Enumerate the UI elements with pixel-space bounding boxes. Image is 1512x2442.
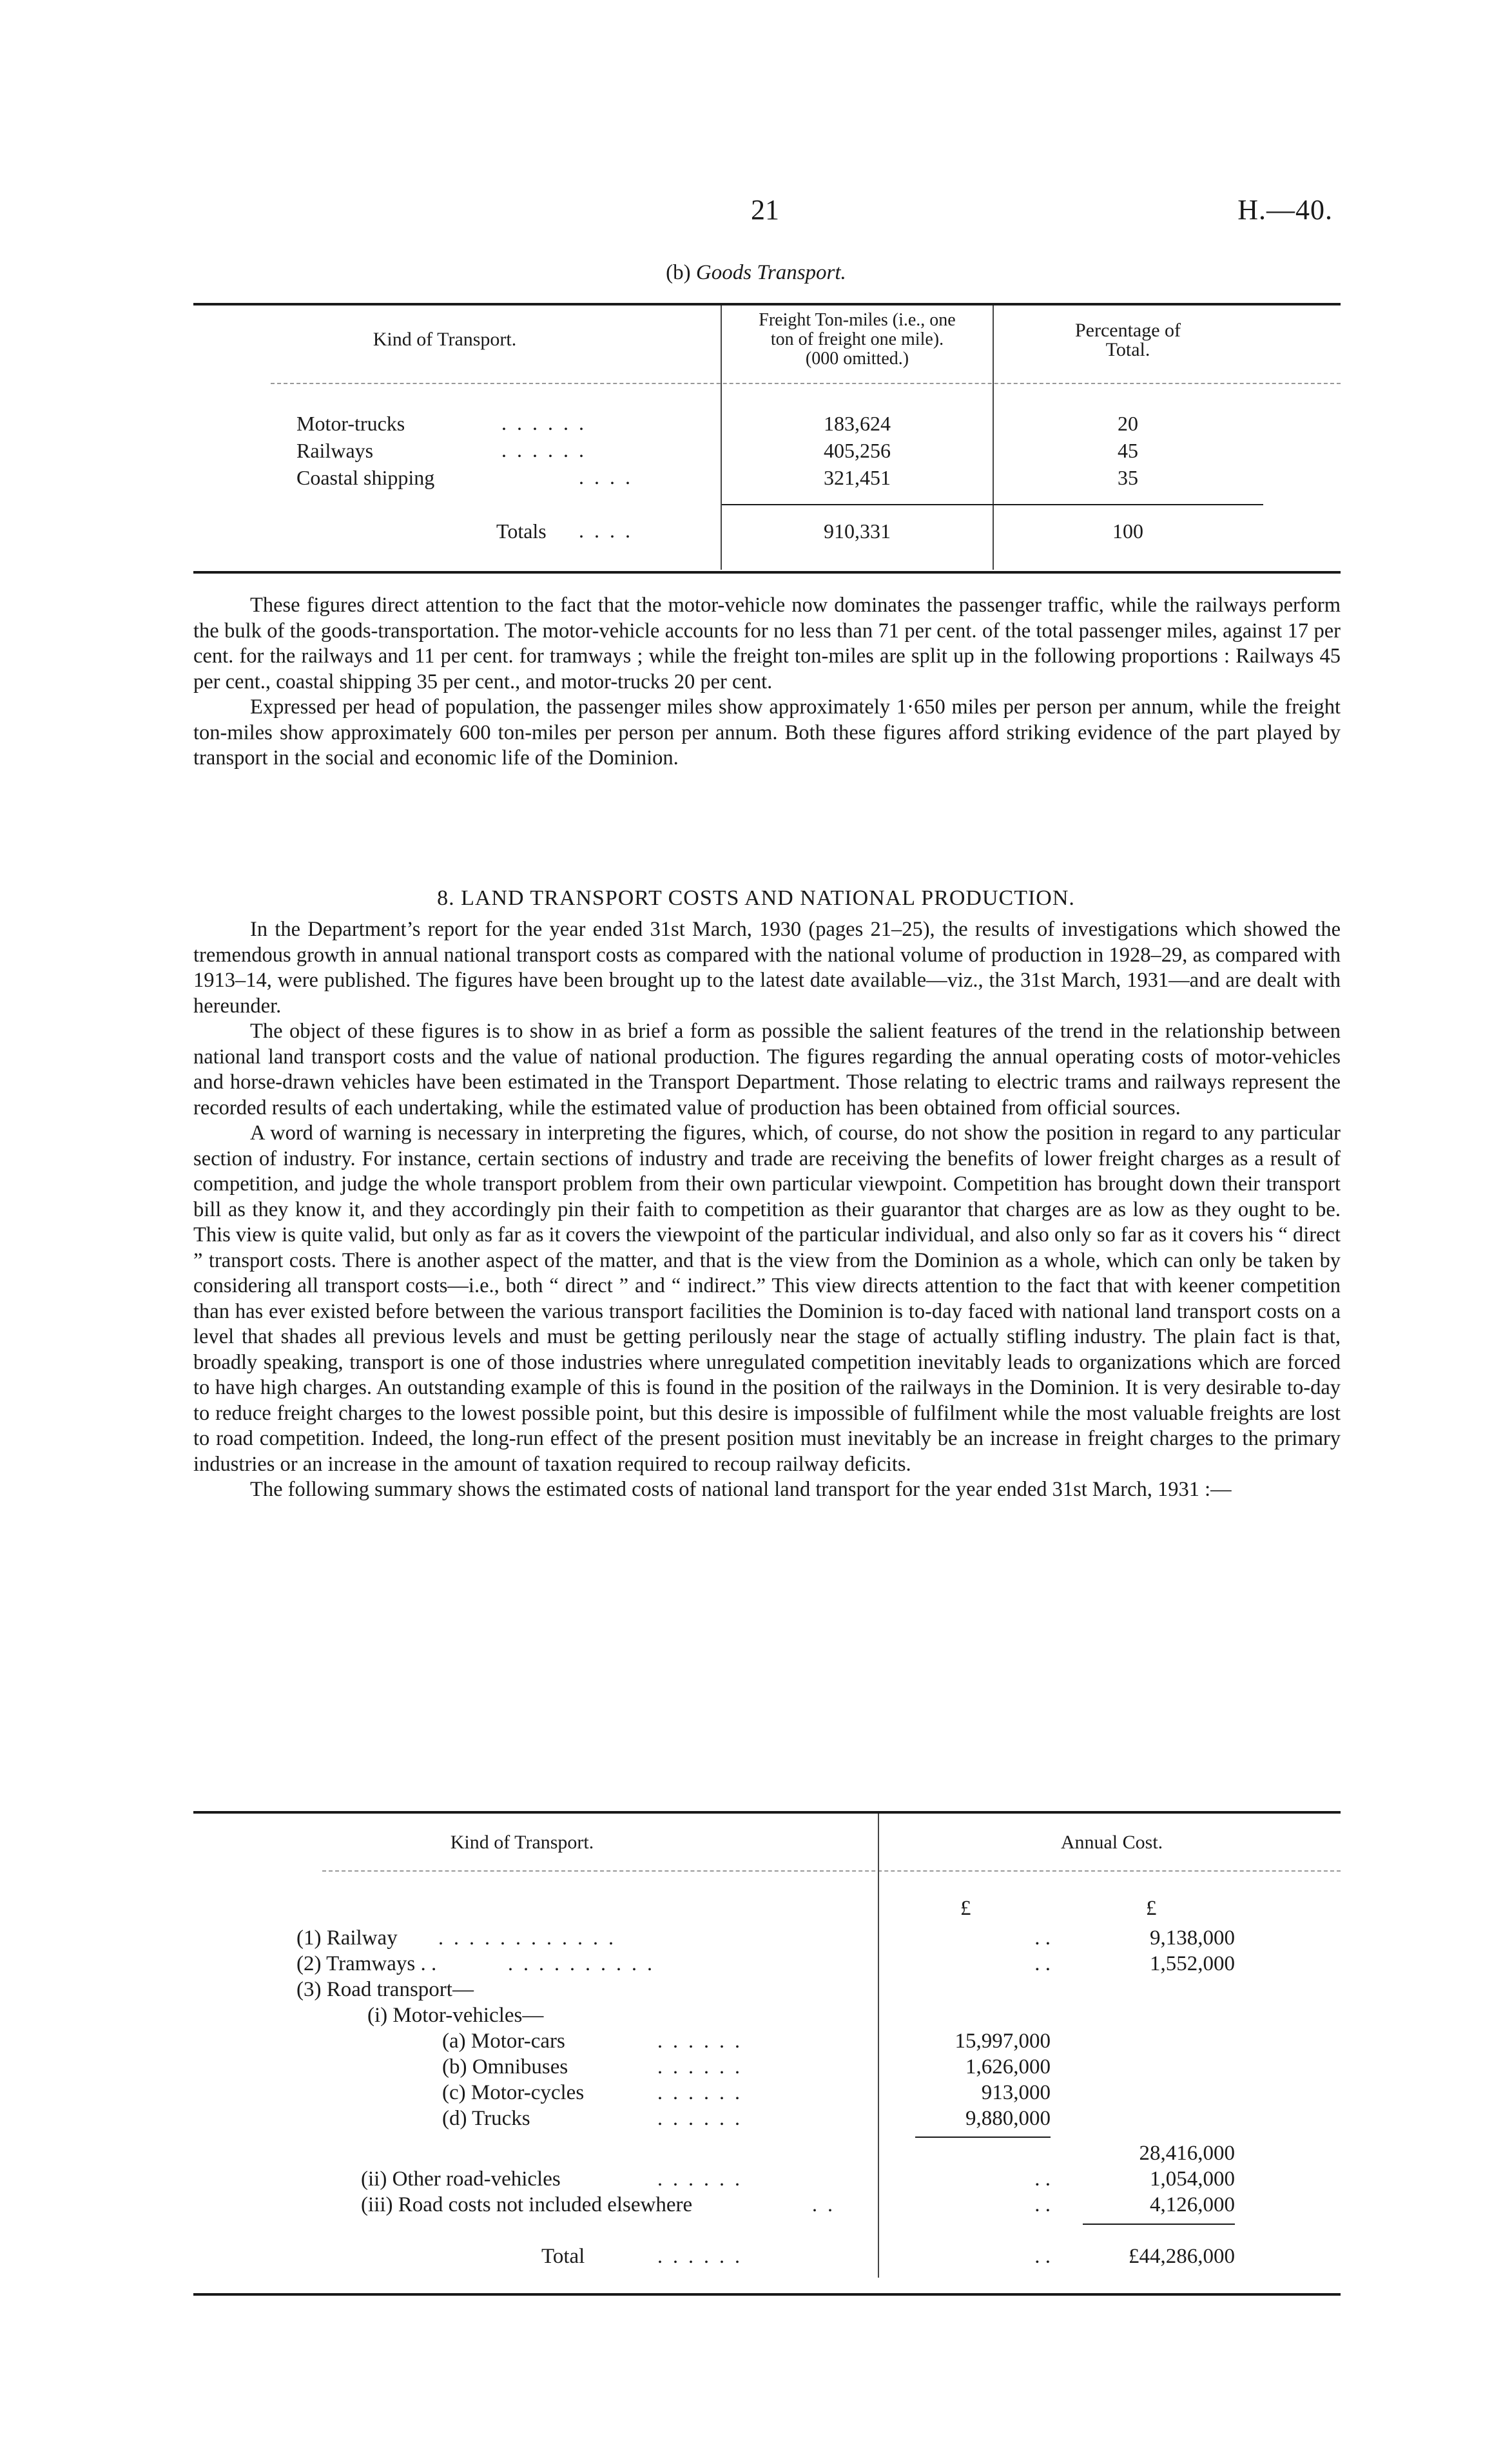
cost-row-leader: . . . . . . . . . .: [508, 1952, 655, 1975]
cost-subtotal: 913,000: [981, 2081, 1051, 2104]
cost-row-leader: . . . . . .: [657, 2167, 742, 2190]
page-number: 21: [751, 194, 779, 226]
cost-row-leader: . . . . . .: [657, 2029, 742, 2052]
paragraph: These figures direct attention to the fact that the motor-vehicle now dominates the passenger traffic, while the railways perform the bulk of the goods-transportation. The motor-vehicle accounts for no less than 71 per cent. of the total passenger miles, against 17 per cent. for the railways and 11 per cent. for tramways ; while the freight ton-miles are split up in the following proportions : Railways 45 per cent., coastal shipping 35 per cent., and motor-trucks 20 per cent.: [193, 594, 1341, 693]
cost-row-label: (1) Railway: [296, 1926, 398, 1950]
cost-row-leader: . . . . . .: [657, 2055, 742, 2078]
cost-subtotal: . .: [1034, 2167, 1051, 2191]
paragraph: In the Department’s report for the year ended 31st March, 1930 (pages 21–25), the results of investigations which showed the tremendous growth in annual national transport costs as compared with the national volume of production in 1928–29, as compared with 1913–14, were published. The figures have been brought up to the latest date available—viz., the 31st March, 1931—and are dealt with hereunder.: [193, 918, 1341, 1018]
cost-row-label: (d) Trucks: [442, 2107, 530, 2130]
col-header-freight-1: Freight Ton-miles (i.e., one: [759, 310, 956, 330]
cost-row-leader: . . . . . .: [657, 2080, 742, 2104]
cost-total: 1,054,000: [1150, 2167, 1235, 2191]
cost-row-label: (c) Motor-cycles: [442, 2081, 585, 2104]
cost-row-leader: . .: [812, 2193, 835, 2216]
currency-symbol: £: [960, 1897, 971, 1920]
cost-total-leader: . . . . . .: [657, 2244, 742, 2267]
cost-row-label: (iii) Road costs not included elsewhere: [361, 2193, 693, 2216]
goods-table-caption: [0, 261, 1512, 285]
totals-freight: 910,331: [824, 519, 891, 543]
cost-grand-total: £44,286,000: [1129, 2245, 1235, 2268]
row-leader: . . . . . .: [501, 411, 586, 434]
row-leader: . . . . . .: [501, 438, 586, 461]
row-kind: Motor-trucks: [296, 412, 405, 435]
cost-row-label: (3) Road transport—: [296, 1978, 474, 2001]
currency-symbol: £: [1146, 1897, 1157, 1920]
section-heading: 8. LAND TRANSPORT COSTS AND NATIONAL PRODUCTION.: [437, 886, 1075, 910]
row-freight: 405,256: [824, 439, 891, 462]
row-freight: 321,451: [824, 466, 891, 489]
cost-row-label: (i) Motor-vehicles—: [367, 2004, 544, 2027]
land-transport-cost-table: [193, 1811, 1341, 2327]
col-header-pct-1: Percentage of: [1074, 320, 1181, 341]
col-header-kind: Kind of Transport.: [450, 1832, 594, 1853]
cost-subtotal: . .: [1034, 1926, 1051, 1950]
cost-subtotal: . .: [1034, 1952, 1051, 1975]
cost-total-subtotal: . .: [1034, 2245, 1051, 2268]
col-header-pct-2: Total.: [1105, 339, 1150, 360]
cost-total: 4,126,000: [1150, 2193, 1235, 2216]
paragraph: A word of warning is necessary in interpreting the figures, which, of course, do not show the position in regard to any particular section of industry. For instance, certain sections of industry and trade are receiving the benefits of lower freight charges as a result of competition, and judge the whole transport problem from their own particular viewpoint. Competition has brought down their transport bill as they know it, and they accordingly pin their faith to competition as their guarantor that charges are as low as they ought to be. This view is quite valid, but only as far as it covers the viewpoint of the particular individual, and also only so far as it covers his “ direct ” transport costs. There is another aspect of the matter, and that is the view from the Dominion as a whole, which can only be taken by considering all transport costs—i.e., both “ direct ” and “ indirect.” This view directs attention to the fact that with keener competition than has ever existed before between the various transport facilities the Dominion is to-day faced with national land transport costs on a level that shades all previous levels and must be getting perilously near the stage of actually stifling industry. The plain fact is that, broadly speaking, transport is one of those industries where unregulated competition inevitably leads to organizations which are forced to have high charges. An outstanding example of this is found in the position of the railways in the Dominion. It is very desirable to-day to reduce freight charges to the lowest possible point, but this desire is impossible of fulfilment while the most valuable freights are lost to road competition. Indeed, the long-run effect of the present position must inevitably be an increase in freight charges to the primary industries or an increase in the amount of taxation required to recoup railway deficits.: [193, 1121, 1341, 1476]
section-body: [193, 917, 1341, 1503]
goods-transport-table: [193, 303, 1341, 574]
cost-row-label: (ii) Other road-vehicles: [361, 2167, 561, 2191]
col-header-freight-2: ton of freight one mile).: [770, 329, 944, 349]
cost-total: 9,138,000: [1150, 1926, 1235, 1950]
cost-total: 1,552,000: [1150, 1952, 1235, 1975]
cost-subtotal: 1,626,000: [965, 2055, 1051, 2079]
cost-total-label: Total: [541, 2245, 585, 2268]
row-percentage: 35: [1118, 466, 1138, 489]
paragraph: Expressed per head of population, the passenger miles show approximately 1·650 miles per person per annum, while the freight ton-miles show approximately 600 ton-miles per person per annum. Both these figures afford striking evidence of the part played by transport in the social and economic life of the Dominion.: [193, 695, 1341, 770]
row-percentage: 20: [1118, 412, 1138, 435]
paragraph: The following summary shows the estimated costs of national land transport for the year ended 31st March, 1931 :—: [250, 1478, 1232, 1501]
cost-row-leader: . . . . . . . . . . . .: [438, 1926, 616, 1949]
totals-leader: . . . .: [579, 519, 633, 542]
col-header-cost: Annual Cost.: [1060, 1832, 1163, 1853]
row-kind: Railways: [296, 439, 374, 462]
caption-prefix: (b): [666, 261, 691, 284]
totals-percentage: 100: [1112, 519, 1143, 543]
cost-subtotal: . .: [1034, 2193, 1051, 2216]
commentary-paragraphs: [193, 593, 1341, 771]
cost-total: 28,416,000: [1139, 2142, 1235, 2165]
cost-subtotal: 15,997,000: [955, 2030, 1051, 2053]
col-header-kind: Kind of Transport.: [373, 329, 517, 350]
cost-row-label: (b) Omnibuses: [442, 2055, 568, 2079]
row-freight: 183,624: [824, 412, 891, 435]
document-reference: H.—40.: [1237, 194, 1333, 226]
totals-label: Totals: [496, 519, 547, 543]
paragraph: The object of these figures is to show in as brief a form as possible the salient features of the trend in the relationship between national land transport costs and the value of national production. The figures regarding the annual operating costs of motor-vehicles and horse-drawn vehicles have been estimated in the Transport Department. Those relating to electric trams and railways represent the recorded results of each undertaking, while the estimated value of production has been obtained from official sources.: [193, 1020, 1341, 1119]
row-kind: Coastal shipping: [296, 466, 435, 489]
cost-row-label: (2) Tramways . .: [296, 1952, 437, 1975]
cost-row-label: (a) Motor-cars: [442, 2030, 565, 2053]
cost-subtotal: 9,880,000: [965, 2107, 1051, 2130]
caption-title: Goods Transport.: [695, 261, 846, 284]
row-leader: . . . .: [579, 465, 633, 489]
cost-row-leader: . . . . . .: [657, 2106, 742, 2129]
col-header-freight-3: (000 omitted.): [805, 349, 909, 369]
row-percentage: 45: [1118, 439, 1138, 462]
